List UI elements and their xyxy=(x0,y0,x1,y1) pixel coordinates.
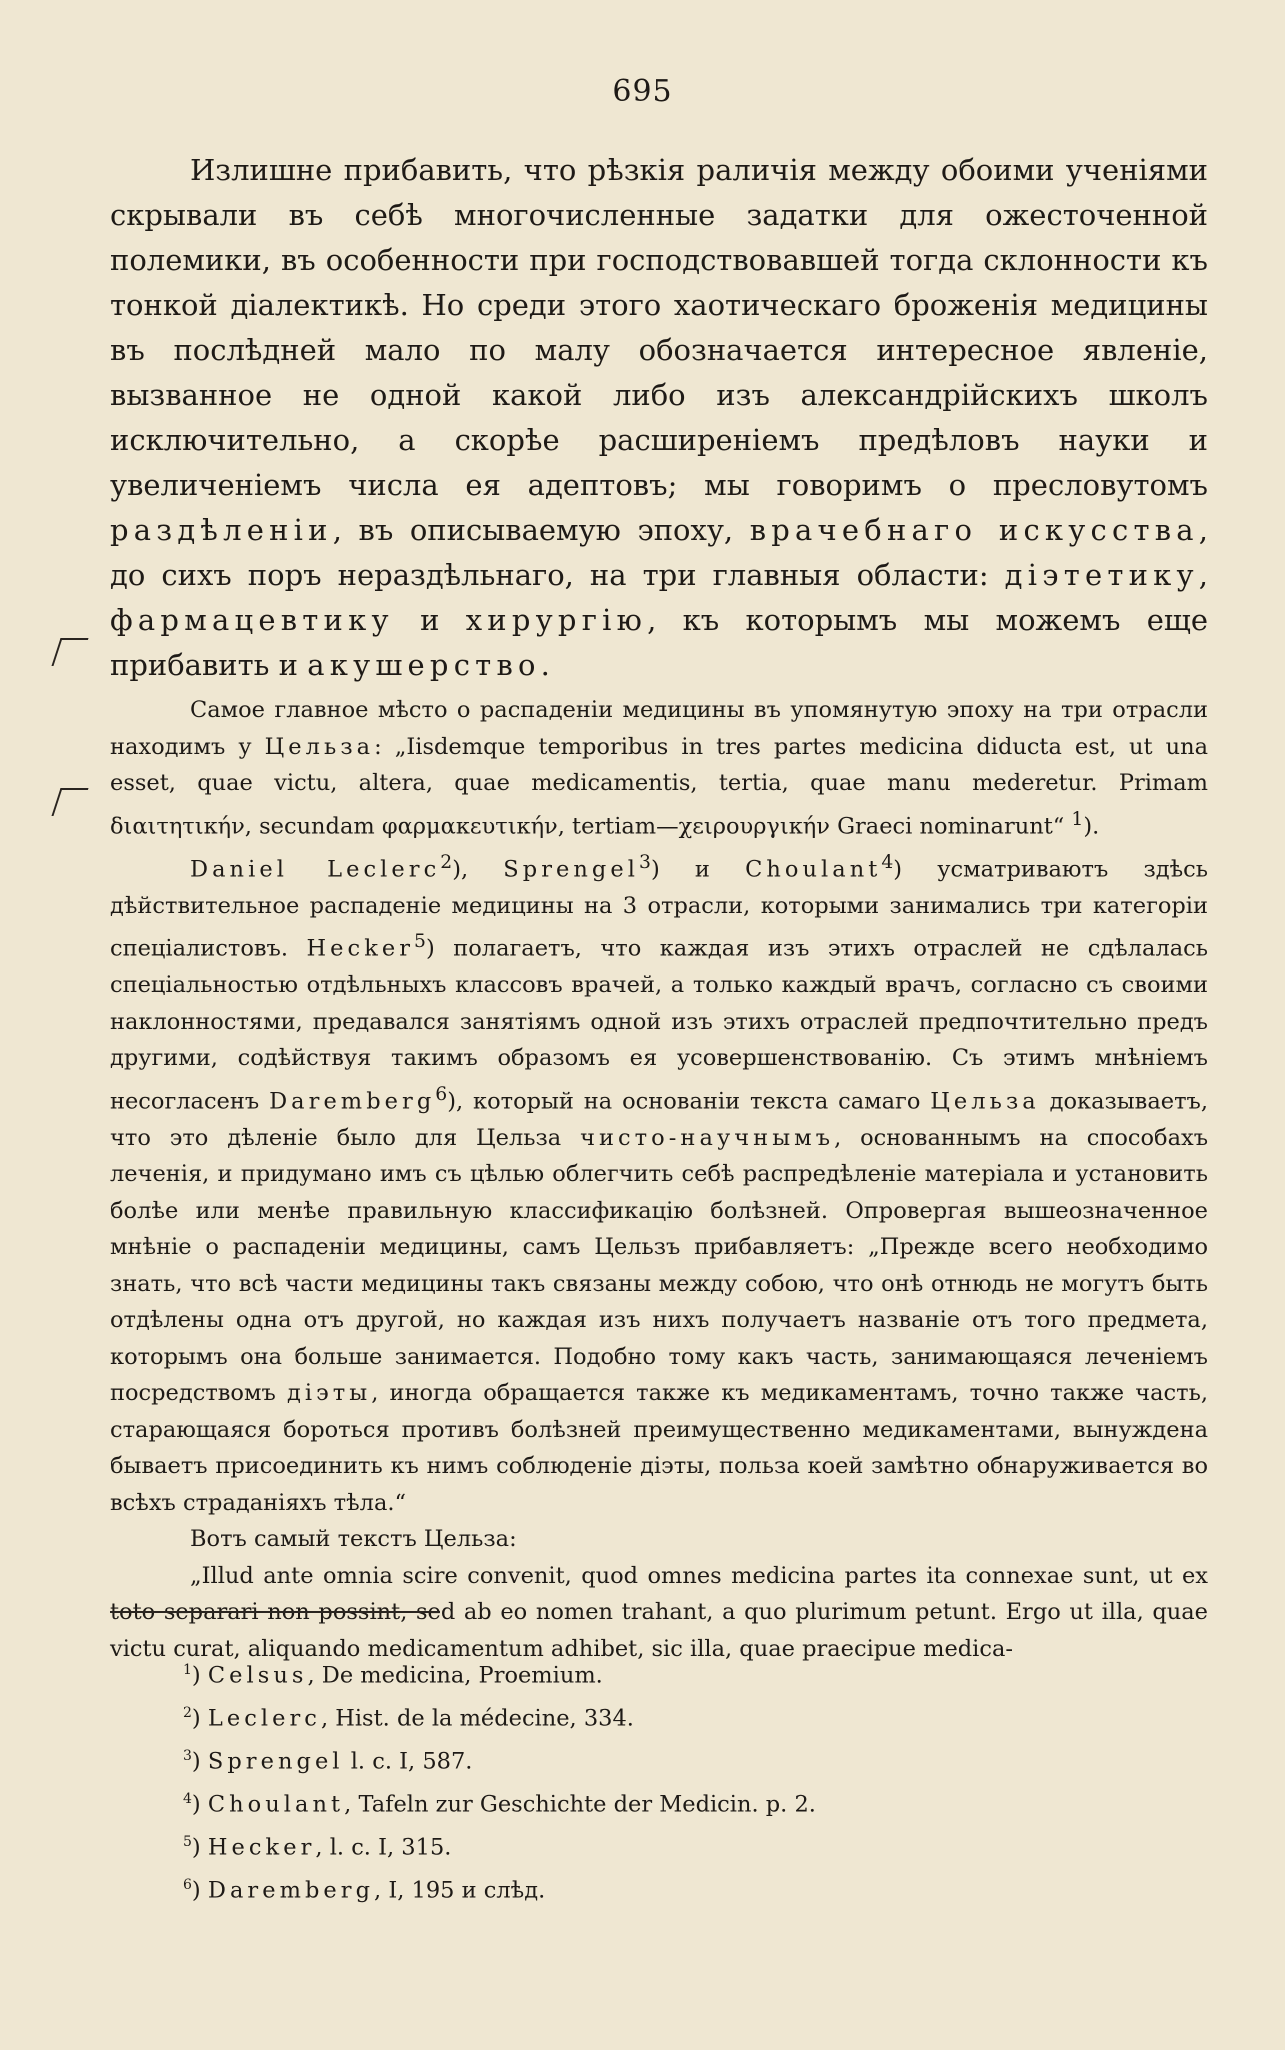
footnotes xyxy=(183,1652,1183,1911)
text-run: , до сихъ поръ нераздѣльнаго, на три главныя области: xyxy=(110,513,1209,592)
small-paragraph-intro: Вотъ самый текстъ Цельза: xyxy=(190,1526,517,1552)
footnote: $^1$) Celsus, De medicina, Proemium. xyxy=(183,1662,603,1689)
footnote-number: 2 xyxy=(183,1705,192,1722)
text-run: ), который на основаніи текста самаго xyxy=(447,1088,931,1114)
text-run: ) полагаетъ, что каждая изъ этихъ отраслей не сдѣлалась спеціальностью отдѣльныхъ классовъ врачей, а только каждый врачъ, согласно съ своими наклонностями, предавался занятіямъ одной изъ этихъ отраслей предпочтительно предъ другими, содѣйствуя такимъ образомъ ея усовершенствованію. Съ этимъ мнѣніемъ несогласенъ xyxy=(110,935,1209,1114)
spaced-term: врачебнаго искусства xyxy=(749,513,1199,547)
spaced-term: чисто-научнымъ xyxy=(580,1124,835,1151)
spaced-term: діэтетику xyxy=(1004,558,1199,592)
text-run: Излишне прибавить, что рѣзкія раличія между обоими ученіями скрывали въ себѣ многочисленные задатки для ожесточенной полемики, въ особенности при господствовавшей тогда склонности къ тонкой діалектикѣ. Но среди этого хаотическаго броженія медицины въ послѣдней мало по малу обозначается интересное явленіе, вызванное не одной какой либо изъ александрійскихъ школъ исключительно, а скорѣе расширеніемъ предѣловъ науки и увеличеніемъ числа ея адептовъ; мы говоримъ о пресловутомъ xyxy=(110,153,1208,502)
footnote-ref: 4 xyxy=(881,851,894,873)
footnote: $^6$) Daremberg, I, 195 и слѣд. xyxy=(183,1877,546,1904)
small-paragraph-latin: „Illud ante omnia scire convenit, quod omnes medicina partes ita connexae sunt, ut ex toto separari non possint, sed ab eo nomen trahant, a quo plurimum petunt. Ergo ut illa, quae victu curat, aliquando medicamentum adhibet, sic illa, quae praecipue medica- xyxy=(110,1562,1208,1662)
spaced-term: фармацевтику xyxy=(110,603,394,637)
footnote-divider xyxy=(110,1611,440,1613)
text-run: доказываетъ, что это дѣленіе было для Цельза xyxy=(110,1088,1208,1151)
pencil-bracket-mark xyxy=(51,788,88,816)
footnote-author: Daremberg xyxy=(207,1877,375,1904)
footnote-ref: 1 xyxy=(1071,808,1084,830)
main-text xyxy=(110,148,1208,688)
spaced-name: Цельза xyxy=(930,1088,1040,1114)
text-run: , къ которымъ мы можемъ еще прибавить и xyxy=(110,603,1208,682)
text-run: , основаннымъ на способахъ леченія, и придумано имъ съ цѣлью облегчить себѣ распредѣленіе матеріала и установить болѣе или менѣе правильную классификацію болѣзней. Опровергая вышеозначенное мнѣніе о распаденіи медицины, самъ Цельзъ прибавляетъ: „Прежде всего необходимо знать, что всѣ части медицины такъ связаны между собою, что онѣ отнюдь не могутъ быть отдѣлены одна отъ другой, но каждая изъ нихъ получаетъ названіе отъ того предмета, которымъ она больше занимается. Подобно тому какъ часть, занимающаяся леченіемъ посредствомъ xyxy=(110,1124,1209,1406)
footnote-text: , l. c. I, 315. xyxy=(315,1834,452,1861)
footnote-text: , I, 195 и слѣд. xyxy=(374,1877,546,1904)
footnote-author: Sprengel xyxy=(207,1748,344,1775)
text-run: , въ описываемую эпоху, xyxy=(332,513,750,547)
footnote-author: Leclerc xyxy=(207,1705,321,1732)
text-run: , xyxy=(1198,558,1208,592)
footnote-text: , Tafeln zur Geschichte der Medicin. p. 2. xyxy=(344,1791,816,1818)
main-paragraph xyxy=(110,148,1208,688)
footnote-number: 3 xyxy=(183,1748,192,1765)
footnote: $^4$) Choulant, Tafeln zur Geschichte der Medicin. p. 2. xyxy=(183,1791,816,1818)
body-text xyxy=(110,148,1208,1667)
footnote-author: Hecker xyxy=(207,1834,316,1861)
text-run: ) усматриваютъ здѣсь дѣйствительное распаденіе медицины на 3 отрасли, которыми занимались три категоріи спеціалистовъ. xyxy=(110,856,1208,962)
text-run: ) и xyxy=(650,856,746,882)
footnote-ref: 3 xyxy=(639,851,651,873)
footnote-ref: 2 xyxy=(440,851,453,873)
spaced-term: раздѣленіи xyxy=(110,513,333,547)
text-run: ). xyxy=(1083,813,1100,839)
pencil-bracket-mark xyxy=(51,638,88,666)
footnote-author: Celsus xyxy=(207,1662,308,1689)
footnote-number: 5 xyxy=(183,1834,192,1851)
small-paragraph-opinions xyxy=(110,845,1208,1522)
footnote-number: 6 xyxy=(183,1877,192,1894)
footnote: $^3$) Sprengel l. c. I, 587. xyxy=(183,1748,473,1775)
footnote-text: , De medicina, Proemium. xyxy=(307,1662,603,1689)
text-run: ), xyxy=(452,856,504,882)
text-run: , иногда обращается также къ медикаментамъ, точно также часть, старающаяся бороться противъ болѣзней преимущественно медикаментами, вынуждена бываетъ присоединить къ нимъ соблюденіе діэты, польза коей замѣтно обнаруживается во всѣхъ страданіяхъ тѣла.“ xyxy=(110,1380,1208,1516)
footnote-number: 1 xyxy=(183,1662,192,1678)
spaced-term: хирургію xyxy=(465,603,648,637)
spaced-name: Daremberg xyxy=(269,1088,436,1114)
footnote-author: Choulant xyxy=(207,1791,345,1818)
text-run: . xyxy=(540,648,550,682)
footnote-ref: 6 xyxy=(435,1083,448,1105)
footnote-text: l. c. I, 587. xyxy=(343,1748,473,1775)
spaced-name: Daniel Leclerc xyxy=(190,856,441,882)
footnote: $^2$) Leclerc, Hist. de la médecine, 334. xyxy=(183,1705,634,1732)
small-paragraph-celsus-quote xyxy=(110,692,1208,845)
page-number: 695 xyxy=(612,74,673,109)
spaced-name: Цельза xyxy=(264,733,375,760)
footnote-text: , Hist. de la médecine, 334. xyxy=(320,1705,634,1732)
text-run: и xyxy=(393,603,466,637)
spaced-name: Choulant xyxy=(745,856,882,882)
spaced-term: акушерство xyxy=(307,648,541,682)
text-run: : „Iisdemque temporibus in tres partes medicina diducta est, ut una esset, quae victu, altera, quae medicamentis, tertia, quae manu mederetur. Primam διαιτητικήν, secundam φαρμακευτικήν, tertiam—χειρουργικήν Graeci nominarunt“ xyxy=(110,733,1209,839)
spaced-name: Hecker xyxy=(306,935,415,962)
footnote: $^5$) Hecker, l. c. I, 315. xyxy=(183,1834,452,1861)
small-text xyxy=(110,692,1208,1667)
spaced-term: діэты xyxy=(286,1380,372,1406)
text-run: Самое главное мѣсто о распаденіи медицины въ упомянутую эпоху на три отрасли находимъ у xyxy=(110,697,1208,760)
footnote-number: 4 xyxy=(183,1791,192,1808)
footnote-ref: 5 xyxy=(414,931,426,952)
spaced-name: Sprengel xyxy=(503,856,639,882)
